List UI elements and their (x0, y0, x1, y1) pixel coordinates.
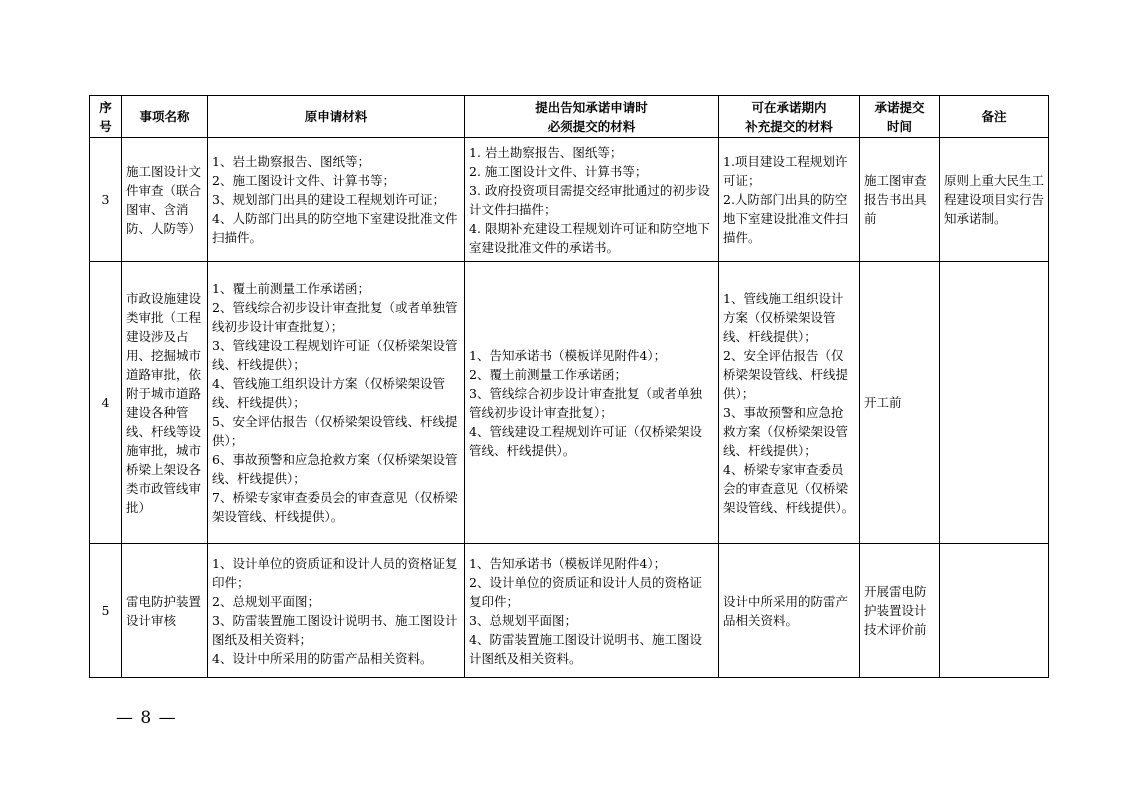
required-item: 4、防雷装置施工图设计说明书、施工图设计图纸及相关资料。 (469, 631, 702, 666)
remark (940, 262, 1049, 544)
original-item: 5、安全评估报告（仅桥梁架设管线、杆线提供）； (212, 414, 458, 448)
table-row (90, 138, 1049, 262)
required-item: 2. 施工图设计文件、计算书等； (469, 163, 648, 179)
supplement-item: 1.项目建设工程规划许可证； (723, 154, 848, 188)
header-supplement (719, 96, 860, 138)
header-required-line2: 必须提交的材料 (547, 118, 636, 134)
original-item: 6、事故预警和应急抢救方案（仅桥梁架设管线、杆线提供）； (212, 452, 458, 486)
header-remark: 备注 (940, 96, 1049, 138)
header-time-line2: 时间 (886, 118, 912, 134)
supplement-materials (719, 544, 860, 678)
required-materials (465, 262, 719, 544)
header-supplement-line1: 可在承诺期内 (751, 99, 827, 115)
original-item: 1、岩土勘察报告、图纸等； (212, 154, 370, 169)
header-required (465, 96, 719, 138)
original-item: 7、桥梁专家审查委员会的审查意见（仅桥梁架设管线、杆线提供）。 (212, 490, 458, 524)
header-supplement-line2: 补充提交的材料 (745, 118, 833, 134)
header-time-line1: 承诺提交 (874, 99, 925, 115)
supplement-materials (719, 138, 860, 262)
original-item: 4、管线施工组织设计方案（仅桥梁架设管线、杆线提供）； (212, 376, 445, 410)
header-name: 事项名称 (122, 96, 208, 138)
required-item: 4、管线建设工程规划许可证（仅桥梁架设管线、杆线提供）。 (469, 423, 702, 458)
table-row (90, 544, 1049, 678)
supplement-item: 2.人防部门出具的防空地下室建设批准文件扫描件。 (723, 192, 849, 245)
original-item: 2、总规划平面图； (212, 593, 320, 609)
commit-time: 施工图审查报告书出具前 (860, 138, 940, 262)
item-name: 市政设施建设类审批（工程建设涉及占用、挖掘城市道路审批，依附于城市道路建设各种管线、杆线等设施审批，城市桥梁上架设各类市政管线审批） (122, 262, 208, 544)
required-item: 1、告知承诺书（模板详见附件4）； (469, 555, 667, 571)
original-item: 3、规划部门出具的建设工程规划许可证； (212, 192, 445, 207)
original-materials (208, 544, 465, 678)
original-item: 2、管线综合初步设计审查批复（或者单独管线初步设计审查批复）； (212, 300, 458, 334)
required-item: 1. 岩土勘察报告、图纸等； (469, 144, 623, 160)
row-number: 3 (90, 138, 122, 262)
original-item: 4、设计中所采用的防雷产品相关资料。 (212, 650, 433, 666)
header-original: 原申请材料 (208, 96, 465, 138)
original-materials (208, 262, 465, 544)
commitment-table (89, 95, 1049, 678)
original-item: 3、管线建设工程规划许可证（仅桥梁架设管线、杆线提供）； (212, 338, 458, 372)
required-materials (465, 544, 719, 678)
row-number: 5 (90, 544, 122, 678)
remark (940, 544, 1049, 678)
page-number: — 8 — (116, 708, 177, 728)
row-number: 4 (90, 262, 122, 544)
supplement-materials (719, 262, 860, 544)
required-item: 3、管线综合初步设计审查批复（或者单独管线初步设计审查批复）； (469, 385, 702, 420)
original-item: 3、防雷装置施工图设计说明书、施工图设计图纸及相关资料； (212, 612, 458, 647)
header-time (860, 96, 940, 138)
original-item: 1、覆土前测量工作承诺函； (212, 281, 370, 296)
commit-time: 开工前 (860, 262, 940, 544)
commit-time: 开展雷电防护装置设计技术评价前 (860, 544, 940, 678)
header-required-line1: 提出告知承诺申请时 (535, 99, 648, 115)
item-name: 施工图设计文件审查（联合图审、含消防、人防等） (122, 138, 208, 262)
required-item: 1、告知承诺书（模板详见附件4）； (469, 347, 667, 363)
required-item: 2、设计单位的资质证和设计人员的资格证复印件； (469, 574, 702, 609)
supplement-item: 3、事故预警和应急抢救方案（仅桥梁架设管线、杆线提供）； (723, 404, 849, 458)
required-item: 3. 政府投资项目需提交经审批通过的初步设计文件扫描件； (469, 182, 710, 217)
original-item: 4、人防部门出具的防空地下室建设批准文件扫描件。 (212, 211, 458, 245)
item-name: 雷电防护装置设计审核 (122, 544, 208, 678)
header-no: 序号 (90, 96, 122, 138)
original-item: 1、设计单位的资质证和设计人员的资格证复印件； (212, 555, 458, 590)
supplement-item: 4、桥梁专家审查委员会的审查意见（仅桥梁架设管线、杆线提供）。 (723, 461, 855, 515)
supplement-item: 1、管线施工组织设计方案（仅桥梁架设管线、杆线提供）； (723, 290, 844, 344)
remark: 原则上重大民生工程建设项目实行告知承诺制。 (940, 138, 1049, 262)
original-materials (208, 138, 465, 262)
supplement-item: 设计中所采用的防雷产品相关资料。 (723, 593, 849, 628)
header-row (90, 96, 1049, 138)
supplement-item: 2、安全评估报告（仅桥梁架设管线、杆线提供）； (723, 347, 849, 401)
required-item: 2、覆土前测量工作承诺函； (469, 366, 627, 382)
original-item: 2、施工图设计文件、计算书等； (212, 173, 395, 188)
required-item: 4. 限期补充建设工程规划许可证和防空地下室建设批准文件的承诺书。 (469, 220, 710, 255)
required-item: 3、总规划平面图； (469, 612, 577, 628)
required-materials (465, 138, 719, 262)
table-row (90, 262, 1049, 544)
